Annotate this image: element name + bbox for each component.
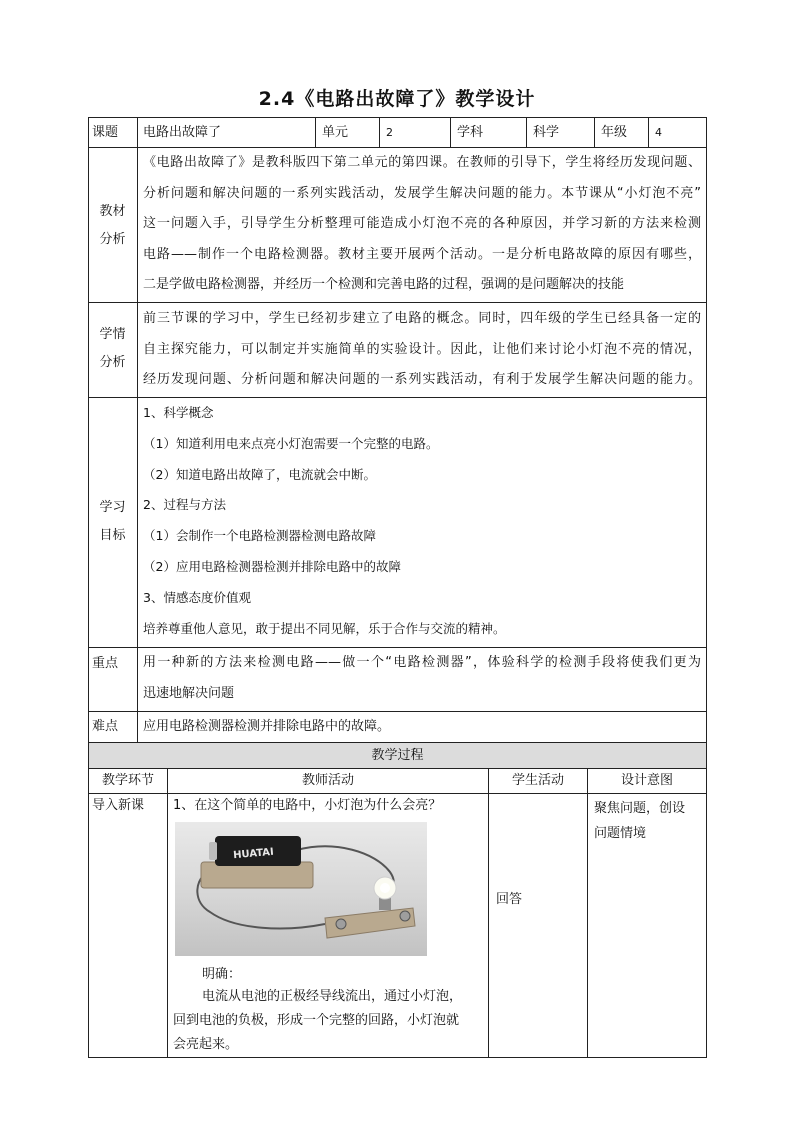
table-rule	[526, 117, 527, 148]
col-stage-header: 教学环节	[101, 773, 154, 788]
material-line: 电路——制作一个电路检测器。教材主要开展两个活动。一是分析电路故障的原因有哪些，	[143, 246, 701, 262]
key-point-line: 用一种新的方法来检测电路——做一个“电路检测器”，体验科学的检测手段将使我们更为	[143, 655, 701, 670]
table-rule	[315, 117, 316, 148]
key-point-label: 重点	[92, 656, 119, 671]
table-rule	[137, 117, 138, 743]
table-rule	[648, 117, 649, 148]
material-label-line: 分析	[99, 232, 126, 247]
table-rule	[88, 793, 707, 794]
table-rule	[88, 302, 707, 303]
clarify-text	[173, 985, 481, 1057]
grade-label: 年级	[601, 124, 628, 140]
clarify-line: 会亮起来。	[173, 1037, 239, 1052]
goals-line: （1）知道利用电来点亮小灯泡需要一个完整的电路。	[143, 435, 439, 451]
col-intent-header: 设计意图	[620, 773, 673, 788]
teacher-question: 1、在这个简单的电路中，小灯泡为什么会亮？	[173, 798, 442, 813]
material-line: 这一问题入手，引导学生分析整理可能造成小灯泡不亮的各种原因，并学习新的方法来检测	[143, 216, 701, 232]
key-point-line: 迅速地解决问题	[143, 685, 235, 701]
difficulty-label: 难点	[92, 719, 119, 734]
goals-label	[88, 494, 137, 550]
goals-label-line: 学习	[99, 500, 126, 515]
goals-line: 1、科学概念	[143, 405, 214, 420]
material-label-line: 教材	[99, 204, 126, 219]
course-value: 电路出故障了	[143, 124, 222, 140]
course-label: 课题	[92, 124, 119, 140]
unit-label: 单元	[322, 124, 349, 140]
subject-value: 科学	[533, 124, 560, 140]
col-teacher-header: 教师活动	[301, 773, 354, 788]
intent-line: 聚焦问题，创设	[594, 801, 686, 816]
key-point-text	[143, 648, 701, 709]
student-line: 前三节课的学习中，学生已经初步建立了电路的概念。同时，四年级的学生已经具备一定的	[143, 311, 701, 326]
col-student-header: 学生活动	[511, 773, 564, 788]
difficulty-text: 应用电路检测器检测并排除电路中的故障。	[143, 719, 391, 734]
subject-label: 学科	[457, 124, 484, 140]
design-intent	[594, 796, 700, 846]
student-label-line: 分析	[99, 355, 126, 370]
process-heading: 教学过程	[371, 747, 424, 763]
battery-brand: HUATAI	[232, 846, 275, 862]
student-label	[88, 321, 137, 377]
table-rule	[594, 117, 595, 148]
table-rule	[488, 768, 489, 1058]
student-label-line: 学情	[99, 327, 126, 342]
stage-intro: 导入新课	[92, 798, 145, 813]
circuit-photo	[175, 822, 427, 956]
table-rule	[706, 117, 707, 743]
grade-value: 4	[655, 125, 662, 139]
material-line: 分析问题和解决问题的一系列实践活动，发展学生解决问题的能力。本节课从“小灯泡不亮”	[143, 185, 701, 201]
table-rule	[706, 742, 707, 1058]
clarify-line: 电流从电池的正极经导线流出，通过小灯泡，	[202, 989, 463, 1004]
goals-line: 培养尊重他人意见，敢于提出不同见解，乐于合作与交流的精神。	[143, 620, 506, 636]
goals-label-line: 目标	[99, 528, 126, 543]
intent-line: 问题情境	[594, 826, 647, 841]
student-text	[143, 304, 701, 396]
goals-line: 2、过程与方法	[143, 497, 226, 513]
goals-text	[143, 398, 701, 644]
student-line: 经历发现问题、分析问题和解决问题的一系列实践活动，有利于发展学生解决问题的能力。	[143, 372, 701, 388]
material-label	[88, 198, 137, 254]
goals-line: （1）会制作一个电路检测器检测电路故障	[143, 528, 376, 544]
material-text	[143, 148, 701, 301]
table-rule	[88, 1057, 707, 1058]
table-rule	[450, 117, 451, 148]
student-line: 自主探究能力，可以制定并实施简单的实验设计。因此，让他们来讨论小灯泡不亮的情况，	[143, 341, 701, 357]
circuit-photo-illustration	[175, 822, 427, 956]
goals-line: （2）应用电路检测器检测并排除电路中的故障	[143, 558, 401, 574]
table-rule	[587, 768, 588, 1058]
material-line: 二是学做电路检测器，并经历一个检测和完善电路的过程，强调的是问题解决的技能	[143, 277, 625, 293]
table-rule	[379, 117, 380, 148]
document-title: 2.4《电路出故障了》教学设计	[258, 88, 536, 110]
unit-value: 2	[386, 125, 393, 139]
table-rule	[167, 768, 168, 1058]
clarify-label: 明确：	[202, 967, 242, 982]
material-line: 《电路出故障了》是教科版四下第二单元的第四课。在教师的引导下，学生将经历发现问题、	[143, 155, 701, 170]
student-activity: 回答	[496, 892, 523, 907]
goals-line: 3、情感态度价值观	[143, 589, 251, 605]
clarify-line: 回到电池的负极，形成一个完整的回路，小灯泡就	[173, 1013, 460, 1028]
goals-line: （2）知道电路出故障了，电流就会中断。	[143, 466, 376, 482]
